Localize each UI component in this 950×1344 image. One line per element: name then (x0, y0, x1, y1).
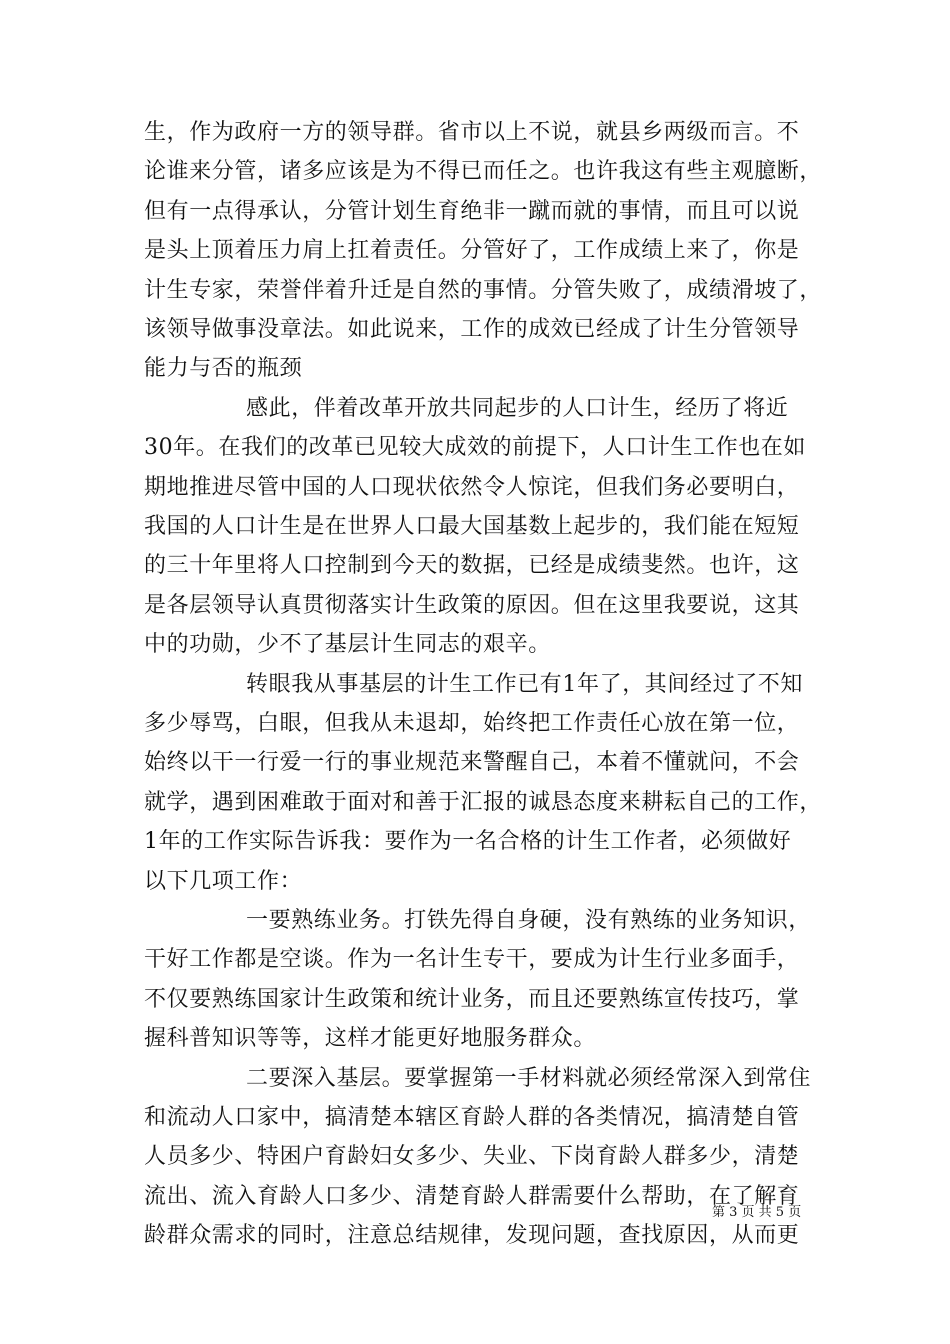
text-line: 是各层领导认真贯彻落实计生政策的原因。但在这里我要说，这其 (144, 593, 800, 618)
text-line: 以下几项工作： (144, 869, 303, 894)
text-line: 1年的工作实际告诉我：要作为一名合格的计生工作者，必须做好 (144, 829, 792, 854)
text-line: 始终以干一行爱一行的事业规范来警醒自己，本着不懂就问，不会 (144, 750, 800, 775)
text-line: 龄群众需求的同时，注意总结规律，发现问题，查找原因，从而更 (144, 1223, 800, 1248)
paragraph-first-line: 二要深入基层。要掌握第一手材料就必须经常深入到常住 (246, 1066, 812, 1091)
text-line: 人员多少、特困户育龄妇女多少、失业、下岗育龄人群多少，清楚 (144, 1144, 800, 1169)
text-line: 生，作为政府一方的领导群。省市以上不说，就县乡两级而言。不 (144, 120, 800, 145)
text-line: 期地推进尽管中国的人口现状依然令人惊诧，但我们务必要明白， (144, 475, 800, 500)
text-line: 计生专家，荣誉伴着升迁是自然的事情。分管失败了，成绩滑坡了， (144, 278, 823, 303)
text-line: 中的功勋，少不了基层计生同志的艰辛。 (144, 632, 551, 657)
text-line: 论谁来分管，诸多应该是为不得已而任之。也许我这有些主观臆断， (144, 159, 823, 184)
text-line: 不仅要熟练国家计生政策和统计业务，而且还要熟练宣传技巧，掌 (144, 987, 800, 1012)
text-line: 握科普知识等等，这样才能更好地服务群众。 (144, 1026, 597, 1051)
paragraph-first-line: 感此，伴着改革开放共同起步的人口计生，经历了将近 (246, 396, 789, 421)
paragraph-first-line: 转眼我从事基层的计生工作已有1年了，其间经过了不知 (246, 672, 803, 697)
text-line: 我国的人口计生是在世界人口最大国基数上起步的，我们能在短短 (144, 514, 800, 539)
paragraph-first-line: 一要熟练业务。打铁先得自身硬，没有熟练的业务知识， (246, 908, 812, 933)
text-line: 该领导做事没章法。如此说来，工作的成效已经成了计生分管领导 (144, 317, 800, 342)
text-line: 干好工作都是空谈。作为一名计生专干，要成为计生行业多面手， (144, 947, 800, 972)
text-line: 30年。在我们的改革已见较大成效的前提下，人口计生工作也在如 (144, 435, 806, 460)
page-number-footer: 第 3 页 共 5 页 (712, 1205, 802, 1220)
text-line: 是头上顶着压力肩上扛着责任。分管好了，工作成绩上来了，你是 (144, 238, 800, 263)
text-line: 但有一点得承认，分管计划生育绝非一蹴而就的事情，而且可以说 (144, 199, 800, 224)
text-line: 的三十年里将人口控制到今天的数据，已经是成绩斐然。也许，这 (144, 553, 800, 578)
text-line: 能力与否的瓶颈 (144, 356, 303, 381)
text-line: 和流动人口家中，搞清楚本辖区育龄人群的各类情况，搞清楚自管 (144, 1105, 800, 1130)
text-line: 流出、流入育龄人口多少、清楚育龄人群需要什么帮助，在了解育 (144, 1184, 800, 1209)
text-line: 多少辱骂，白眼，但我从未退却，始终把工作责任心放在第一位， (144, 711, 800, 736)
text-line: 就学，遇到困难敢于面对和善于汇报的诚恳态度来耕耘自己的工作， (144, 790, 823, 815)
